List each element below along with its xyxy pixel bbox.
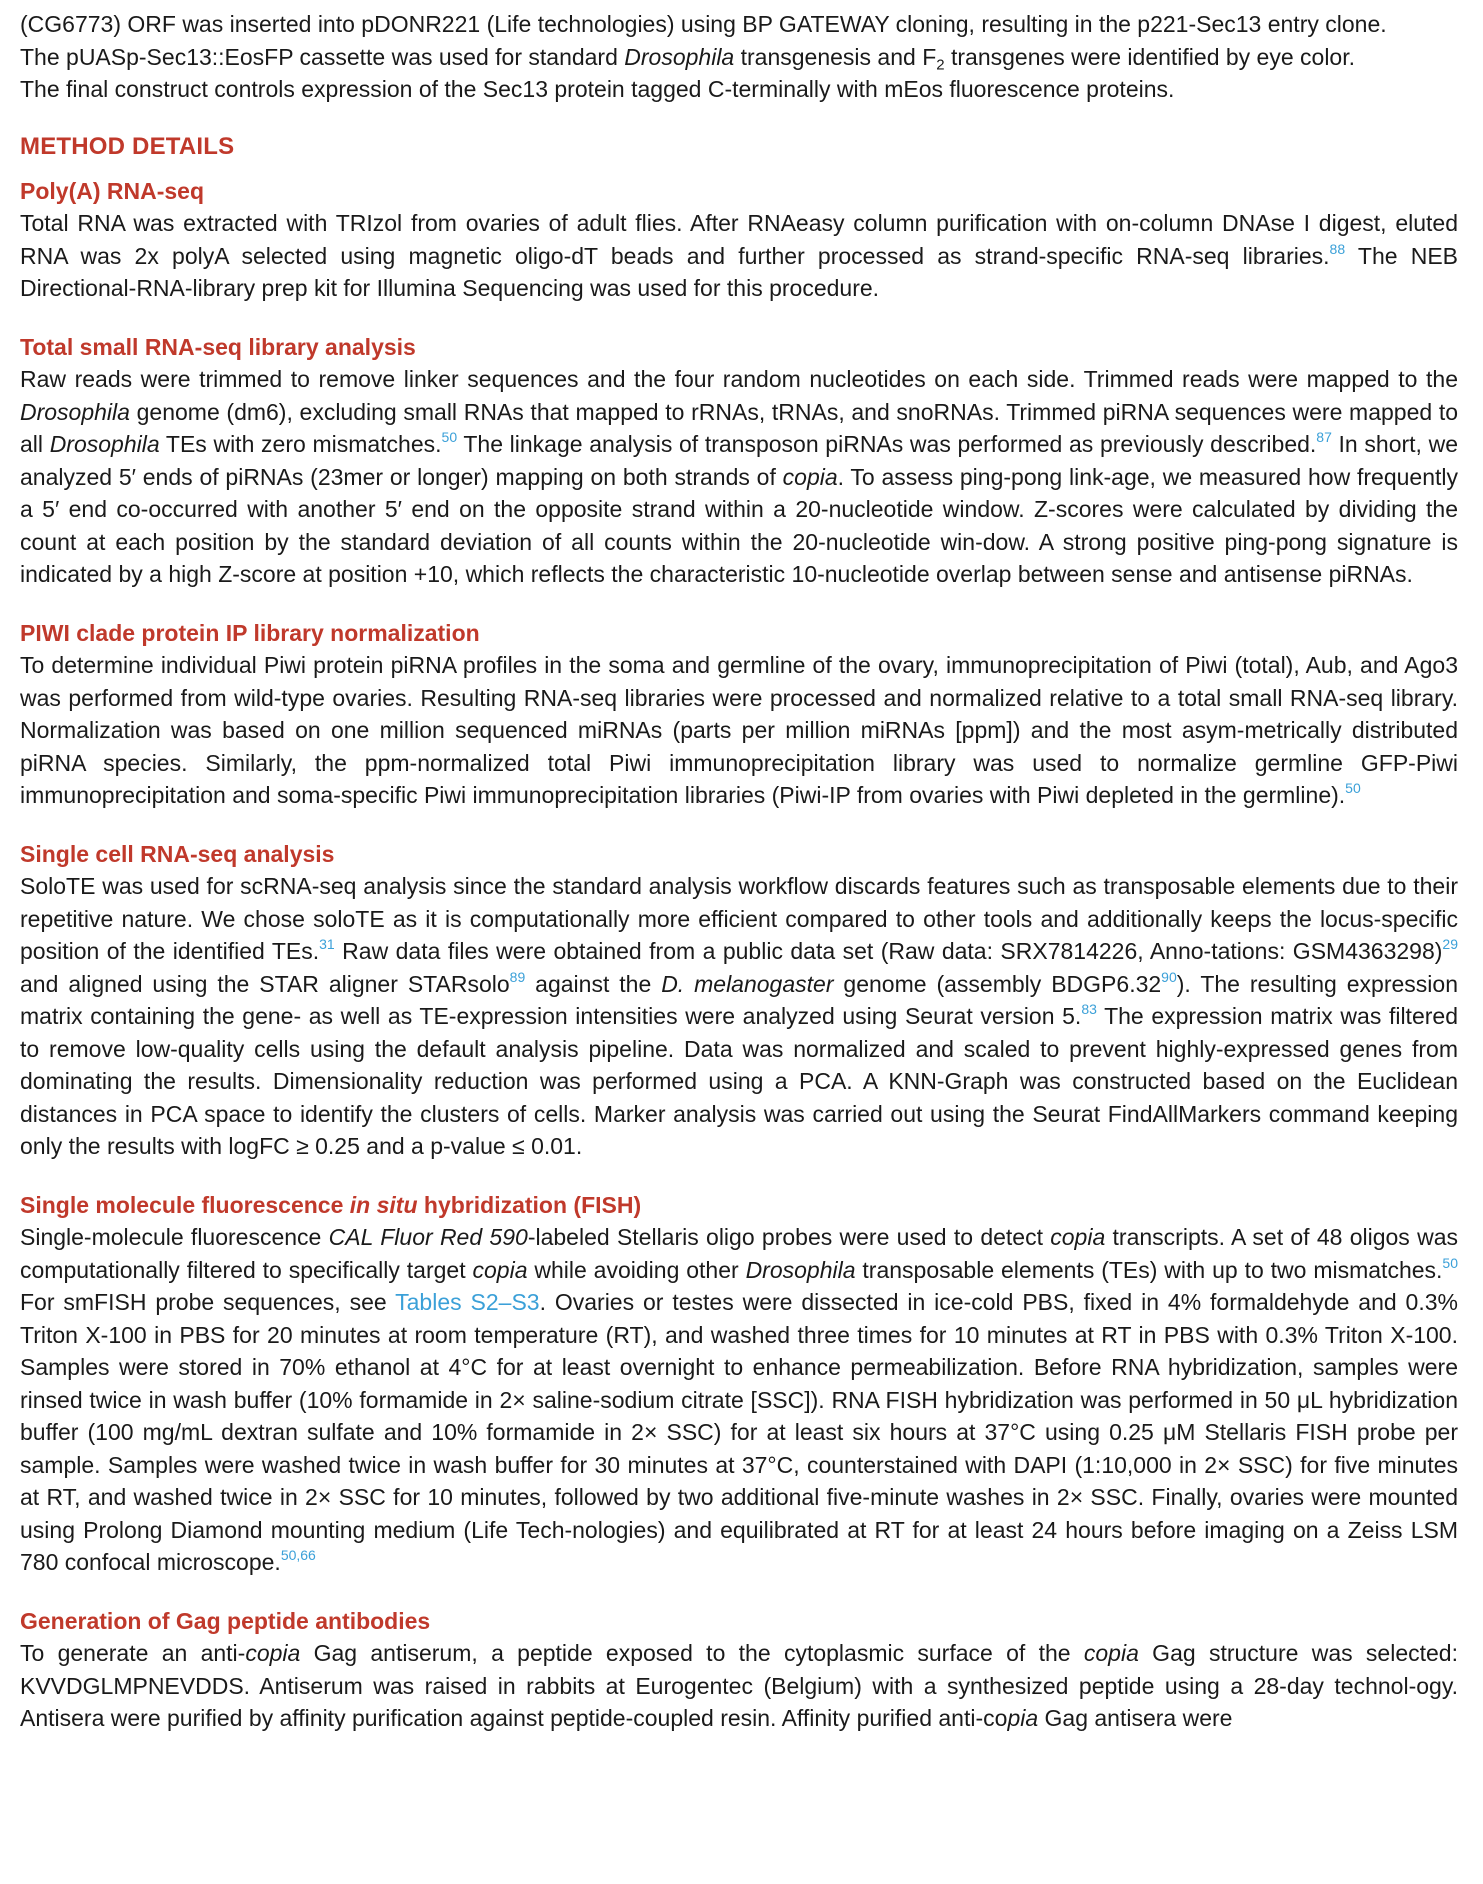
- fish-text-2: -labeled Stellaris oligo probes were used to detect: [527, 1224, 1051, 1250]
- single-cell-text-3: and aligned using the STAR aligner STARsolo: [20, 970, 510, 997]
- single-cell-text-5: genome (assembly BDGP6.32: [833, 970, 1162, 997]
- tables-link[interactable]: Tables S2–S3: [395, 1289, 540, 1315]
- citation-50[interactable]: 50: [1345, 780, 1361, 797]
- paper-page: [20, 8, 1458, 1735]
- citation-90[interactable]: 90: [1161, 968, 1177, 985]
- intro-line-2c: transgenes were identified by eye color.: [944, 43, 1355, 70]
- single-cell-heading: Single cell RNA-seq analysis: [20, 840, 335, 867]
- total-small-text-6: . To assess ping-pong link-age, we measured how frequently a 5′ end co-occurred with another 5′ end on the opposite strand within a 20-nucleotide window. Z-scores were calculated by dividing the count at each position by the standard deviation of all counts within the 20-nucleotide win-dow. A strong positive ping-pong signature is indicated by a high Z-score at position +10, which reflects the characteristic 10-nucleotide overlap between sense and antisense piRNAs.: [20, 463, 1459, 587]
- citation-83[interactable]: 83: [1081, 1001, 1097, 1018]
- total-small-italic-3: copia: [782, 463, 838, 490]
- method-details-heading: METHOD DETAILS: [20, 132, 235, 160]
- total-small-italic-1: Drosophila: [20, 398, 130, 425]
- total-small-paragraph: [20, 363, 1458, 591]
- total-small-text-4: The linkage analysis of transposon piRNAs was performed as previously described.: [457, 431, 1317, 457]
- fish-italic-1: CAL Fluor Red 590: [328, 1224, 528, 1250]
- gag-italic-2: copia: [1083, 1640, 1139, 1666]
- citation-87[interactable]: 87: [1316, 429, 1332, 446]
- citation-88[interactable]: 88: [1329, 240, 1346, 257]
- citation-50-66[interactable]: 50,66: [280, 1547, 316, 1564]
- piwi-paragraph: [20, 649, 1458, 812]
- polya-heading: Poly(A) RNA-seq: [20, 177, 205, 204]
- fish-text-6: For smFISH probe sequences, see: [20, 1289, 396, 1315]
- piwi-heading: PIWI clade protein IP library normalization: [20, 619, 480, 646]
- fish-heading-italic: in situ: [349, 1191, 418, 1218]
- gag-text-1: To generate an anti-: [20, 1640, 246, 1666]
- fish-heading-a: Single molecule fluorescence: [20, 1191, 350, 1218]
- intro-line-1: (CG6773) ORF was inserted into pDONR221 (Life technologies) using BP GATEWAY cloning, resulting in the p221-Sec13 entry clone.: [20, 11, 1387, 37]
- gag-italic-1: copia: [245, 1640, 301, 1666]
- polya-text-2: The NEB Directional-RNA-library prep kit for Illumina Sequencing was used for this procedure.: [20, 242, 1458, 301]
- gag-paragraph: [20, 1637, 1458, 1735]
- intro-line-2-italic: Drosophila: [624, 43, 735, 70]
- polya-paragraph: [20, 207, 1458, 305]
- fish-italic-4: Drosophila: [745, 1256, 856, 1283]
- fish-italic-2: copia: [1050, 1224, 1106, 1250]
- polya-text-1: Total RNA was extracted with TRIzol from ovaries of adult flies. After RNAeasy column purification with on-column DNAse I digest, eluted RNA was 2x polyA selected using magnetic oligo-dT beads and further processed as strand-specific RNA-seq libraries.: [20, 210, 1458, 269]
- fish-text-5: transposable elements (TEs) with up to two mismatches.: [855, 1256, 1443, 1283]
- citation-89[interactable]: 89: [509, 968, 526, 985]
- citation-29[interactable]: 29: [1442, 936, 1458, 953]
- piwi-text-1: To determine individual Piwi protein piRNA profiles in the soma and germline of the ovary, immunoprecipitation of Piwi (total), Aub, and Ago3 was performed from wild-type ovaries. Resulting RNA-seq libraries were processed and normalized relative to a total small RNA-seq library. Normalization was based on one million sequenced miRNAs (parts per million miRNAs [ppm]) and the most asym-metrically distributed piRNA species. Similarly, the ppm-normalized total Piwi immunoprecipitation library was used to normalize germline GFP-Piwi immunoprecipitation and soma-specific Piwi immunoprecipitation libraries (Piwi-IP from ovaries with Piwi depleted in the germline).: [20, 652, 1458, 808]
- single-cell-paragraph: [20, 870, 1458, 1163]
- fish-italic-3: copia: [472, 1256, 528, 1283]
- single-cell-text-4: against the: [525, 970, 662, 997]
- citation-31[interactable]: 31: [319, 936, 335, 953]
- single-cell-text-1: SoloTE was used for scRNA-seq analysis since the standard analysis workflow discards features such as transposable elements due to their repetitive nature. We chose soloTE as it is computationally more efficient compared to other tools and additionally keeps the locus-specific position of the identified TEs.: [20, 873, 1458, 964]
- single-cell-text-2: Raw data files were obtained from a public data set (Raw data: SRX7814226, Anno-tations: GSM4363298): [334, 938, 1443, 964]
- gag-text-4: Gag antisera were: [1038, 1705, 1233, 1731]
- fish-text-4: while avoiding other: [527, 1256, 746, 1283]
- single-cell-italic-1: D. melanogaster: [661, 970, 834, 997]
- gag-text-3: Gag structure was selected: KVVDGLMPNEVDDS. Antiserum was raised in rabbits at Eurogentec (Belgium) with a synthesized peptide using a 28-day technol-ogy. Antisera were purified by affinity purification against peptide-coupled resin. Affinity purified anti-co: [20, 1640, 1458, 1731]
- total-small-text-5: In short, we analyzed 5′ ends of piRNAs (23mer or longer) mapping on both strands of: [20, 431, 1458, 490]
- fish-paragraph: [20, 1221, 1458, 1579]
- fish-heading: [20, 1189, 1458, 1222]
- intro-line-2a: The pUASp-Sec13::EosFP cassette was used for standard: [20, 43, 625, 70]
- fish-text-1: Single-molecule fluorescence: [20, 1224, 329, 1250]
- fish-text-3: transcripts. A set of 48 oligos was computationally filtered to specifically target: [20, 1224, 1459, 1283]
- gag-italic-3: pia: [1007, 1705, 1039, 1731]
- citation-50[interactable]: 50: [1442, 1254, 1458, 1271]
- total-small-italic-2: Drosophila: [49, 431, 160, 457]
- intro-paragraph: [20, 8, 1458, 106]
- single-cell-text-6: ). The resulting expression matrix containing the gene- as well as TE-expression intensities were analyzed using Seurat version 5.: [20, 970, 1458, 1029]
- intro-line-2b: transgenesis and F: [734, 43, 937, 70]
- citation-50[interactable]: 50: [441, 429, 458, 446]
- total-small-text-1: Raw reads were trimmed to remove linker sequences and the four random nucleotides on each side. Trimmed reads were mapped to the: [20, 366, 1458, 392]
- total-small-heading: Total small RNA-seq library analysis: [20, 333, 416, 360]
- f2-subscript: 2: [936, 56, 945, 73]
- gag-heading: Generation of Gag peptide antibodies: [20, 1607, 431, 1634]
- intro-line-3: The final construct controls expression of the Sec13 protein tagged C-terminally with mEos fluorescence proteins.: [20, 76, 1175, 102]
- gag-text-2: Gag antiserum, a peptide exposed to the cytoplasmic surface of the: [300, 1640, 1084, 1666]
- single-cell-text-7: The expression matrix was filtered to remove low-quality cells using the default analysis pipeline. Data was normalized and scaled to prevent highly-expressed genes from dominating the results. Dimensionality reduction was performed using a PCA. A KNN-Graph was constructed based on the Euclidean distances in PCA space to identify the clusters of cells. Marker analysis was carried out using the Seurat FindAllMarkers command keeping only the results with logFC ≥ 0.25 and a p-value ≤ 0.01.: [20, 1003, 1458, 1159]
- fish-heading-b: hybridization (FISH): [417, 1191, 642, 1218]
- fish-text-7: . Ovaries or testes were dissected in ice-cold PBS, fixed in 4% formaldehyde and 0.3% Triton X-100 in PBS for 20 minutes at room temperature (RT), and washed three times for 10 minutes at RT in PBS with 0.3% Triton X-100. Samples were stored in 70% ethanol at 4°C for at least overnight to enhance permeabilization. Before RNA hybridization, samples were rinsed twice in wash buffer (10% formamide in 2× saline-sodium citrate [SSC]). RNA FISH hybridization was performed in 50 μL hybridization buffer (100 mg/mL dextran sulfate and 10% formamide in 2× SSC) for at least six hours at 37°C using 0.25 μM Stellaris FISH probe per sample. Samples were washed twice in wash buffer for 30 minutes at 37°C, counterstained with DAPI (1:10,000 in 2× SSC) for five minutes at RT, and washed twice in 2× SSC for 10 minutes, followed by two additional five-minute washes in 2× SSC. Finally, ovaries were mounted using Prolong Diamond mounting medium (Life Tech-nologies) and equilibrated at RT for at least 24 hours before imaging on a Zeiss LSM 780 confocal microscope.: [20, 1289, 1458, 1575]
- total-small-text-3: TEs with zero mismatches.: [159, 431, 442, 457]
- total-small-text-2: genome (dm6), excluding small RNAs that mapped to rRNAs, tRNAs, and snoRNAs. Trimmed piRNA sequences were mapped to all: [20, 398, 1458, 457]
